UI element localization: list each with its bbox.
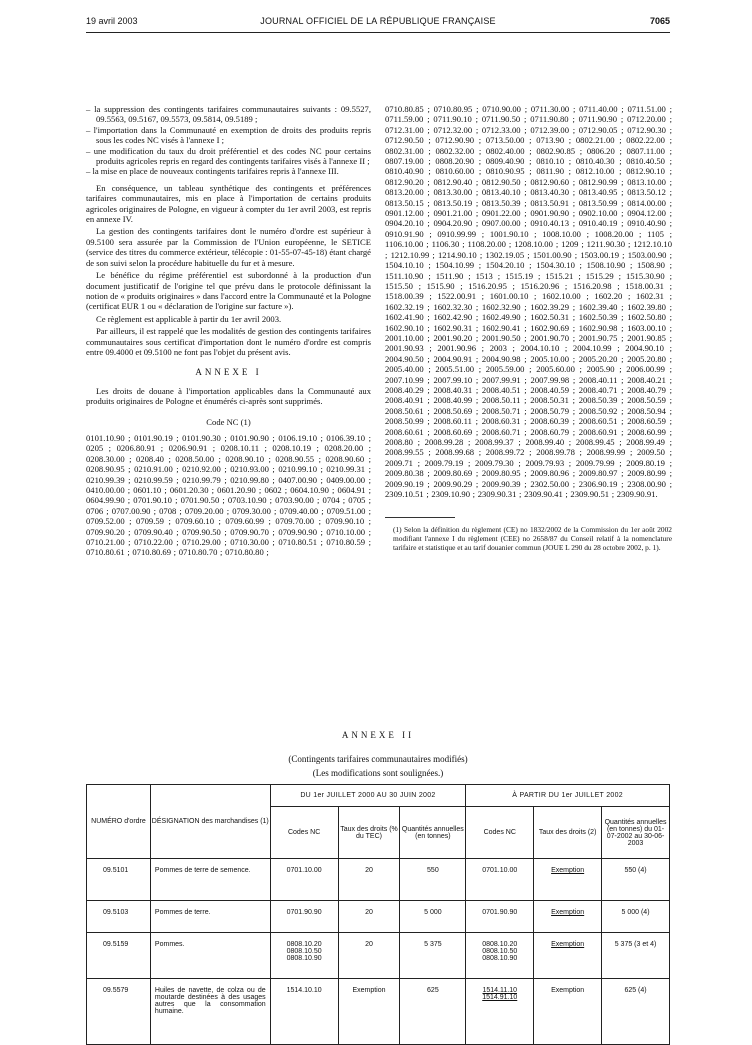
code-list-right: 0710.80.85 ; 0710.80.95 ; 0710.90.00 ; 0711.30.00 ; 0711.40.00 ; 0711.51.00 ; 0711.59.00 ; 0711.90.10 ; 0711.90.50 ; 0711.90.80 ; 0711.90.90 ; 0712.20.00 ; 0712.31.00 ; 0712.32.00 ; 0712.33.00 ; 0712.39.00 ; 0712.90.05 ; 0712.90.30 ; 0712.90.50 ; 0712.90.90 ; 0713.50.00 ; 0713.90 ; 0802.21.00 ; 0802.22.00 ; 0802.31.00 ; 0802.32.00 ; 0802.40.00 ; 0802.90.85 ; 0806.20 ; 0807.11.00 ; 0807.19.00 ; 0808.20.90 ; 0809.40.90 ; 0810.10 ; 0810.40.30 ; 0810.40.50 ; 0810.40.90 ; 0810.60.00 ; 0810.90.95 ; 0811.90 ; 0812.10.00 ; 0812.90.10 ; 0812.90.20 ; 0812.90.40 ; 0812.90.50 ; 0812.90.60 ; 0812.90.99 ; 0813.10.00 ; 0813.20.00 ; 0813.30.00 ; 0813.40.10 ; 0813.40.30 ; 0813.40.95 ; 0813.50.12 ; 0813.50.15 ; 0813.50.19 ; 0813.50.39 ; 0813.50.91 ; 0813.50.99 ; 0814.00.00 ; 0901.12.00 ; 0901.21.00 ; 0901.22.00 ; 0901.90.90 ; 0902.10.00 ; 0904.12.00 ; 0904.20.10 ; 0904.20.90 ; 0907.00.00 ; 0910.40.13 ; 0910.40.19 ; 0910.40.90 ; 0910.91.90 ; 0910.99.99 ; 1001.90.10 ; 1008.10.00 ; 1008.20.00 ; 1105 ; 1106.10.00 ; 1106.30 ; 1108.20.00 ; 1208.10.00 ; 1209 ; 1211.90.30 ; 1212.10.10 ; 1212.10.99 ; 1214.90.10 ; 1302.19.05 ; 1501.00.90 ; 1503.00.19 ; 1503.00.90 ; 1504.10.10 ; 1504.10.99 ; 1504.20.10 ; 1504.30.10 ; 1508.10.90 ; 1508.90 ; 1511.10.90 ; 1511.90 ; 1513 ; 1515.19 ; 1515.21 ; 1515.29 ; 1515.30.90 ; 1515.50 ; 1515.90 ; 1516.20.95 ; 1516.20.96 ; 1516.20.98 ; 1518.00.31 ; 1518.00.39 ; 1522.00.91 ; 1601.00.10 ; 1602.10.00 ; 1602.20 ; 1602.31 ; 1602.32.19 ; 1602.32.30 ; 1602.32.90 ; 1602.39.29 ; 1602.39.40 ; 1602.39.80 ; 1602.41.90 ; 1602.42.90 ; 1602.49.90 ; 1602.50.31 ; 1602.50.39 ; 1602.50.80 ; 1602.90.10 ; 1602.90.31 ; 1602.90.41 ; 1602.90.69 ; 1602.90.98 ; 1603.00.10 ; 2001.10.00 ; 2001.90.20 ; 2001.90.50 ; 2001.90.70 ; 2001.90.75 ; 2001.90.85 ; 2001.90.93 ; 2001.90.96 ; 2003 ; 2004.10.10 ; 2004.10.99 ; 2004.90.10 ; 2004.90.50 ; 2004.90.91 ; 2004.90.98 ; 2005.10.00 ; 2005.20.20 ; 2005.20.80 ; 2005.40.00 ; 2005.51.00 ; 2005.59.00 ; 2005.60.00 ; 2005.90 ; 2006.00.99 ; 2007.10.99 ; 2007.99.10 ; 2007.99.91 ; 2007.99.98 ; 2008.40.11 ; 2008.40.21 ; 2008.40.29 ; 2008.40.31 ; 2008.40.51 ; 2008.40.59 ; 2008.40.71 ; 2008.40.79 ; 2008.40.91 ; 2008.40.99 ; 2008.50.11 ; 2008.50.31 ; 2008.50.39 ; 2008.50.59 ; 2008.50.61 ; 2008.50.69 ; 2008.50.71 ; 2008.50.79 ; 2008.50.92 ; 2008.50.94 ; 2008.50.99 ; 2008.60.11 ; 2008.60.31 ; 2008.60.39 ; 2008.60.51 ; 2008.60.59 ; 2008.60.61 ; 2008.60.69 ; 2008.60.71 ; 2008.60.79 ; 2008.60.91 ; 2008.60.99 ; 2008.80 ; 2008.99.28 ; 2008.99.37 ; 2008.99.40 ; 2008.99.45 ; 2008.99.49 ; 2008.99.55 ; 2008.99.68 ; 2008.99.72 ; 2008.99.78 ; 2008.99.99 ; 2009.50 ; 2009.71 ; 2009.79.19 ; 2009.79.30 ; 2009.79.93 ; 2009.79.99 ; 2009.80.19 ; 2009.80.38 ; 2009.80.69 ; 2009.80.95 ; 2009.80.96 ; 2009.80.97 ; 2009.80.99 ; 2009.90.19 ; 2009.90.29 ; 2009.90.39 ; 2302.50.00 ; 2306.90.19 ; 2308.00.90 ; 2309.10.51 ; 2309.10.90 ; 2309.90.31 ; 2309.90.41 ; 2309.90.51 ; 2309.90.91. [385, 104, 672, 500]
paragraph: En conséquence, un tableau synthétique des contingents et préférences tarifaires communautaires, mis en place à l'importation de certains produits agricoles originaires de Pologne, en vigueur à compter du 1er avril 2003, est repris en annexe IV. [86, 182, 371, 225]
footnote-rule [385, 517, 455, 518]
annex1-title: ANNEXE I [195, 367, 262, 378]
paragraph: Par ailleurs, il est rappelé que les modalités de gestion des contingents tarifaires communautaires sous certificat d'importation dont le numéro d'ordre est compris entre 09.4000 et 09.5100 ne font pas l'objet du présent avis. [86, 326, 371, 357]
group-header-new: À PARTIR DU 1er JUILLET 2002 [466, 785, 670, 807]
col-header-old-codes: Codes NC [270, 807, 338, 859]
cell-old-codes: 0701.90.90 [270, 901, 338, 933]
bullet-item: – l'importation dans la Communauté en exemption de droits des produits repris sous les codes NC visés à l'annexe I ; [86, 124, 371, 146]
cell-designation: Pommes de terre. [150, 901, 270, 933]
footnote: (1) Selon la définition du règlement (CE) no 1832/2002 de la Commission du 1er août 2002 modifiant l'annexe I du règlement (CEE) no 2658/87 du Conseil relatif à la nomenclature tarifaire et statistique et au tarif douanier commun (JOUE L 290 du 28 octobre 2002, p. 1). [393, 525, 672, 553]
header-title: JOURNAL OFFICIEL DE LA RÉPUBLIQUE FRANÇAISE [260, 16, 496, 26]
paragraph: La gestion des contingents tarifaires dont le numéro d'ordre est supérieur à 09.5100 sera assurée par la Commission de l'Union européenne, le SETICE (service des titres du commerce extérieur, télécopie : 01-55-07-45-18) étant chargé de son suivi selon la procédure habituelle du fur et à mesure. [86, 226, 371, 268]
code-list-left: 0101.10.90 ; 0101.90.19 ; 0101.90.30 ; 0101.90.90 ; 0106.19.10 ; 0106.39.10 ; 0205 ; 0206.80.91 ; 0206.90.91 ; 0208.10.11 ; 0208.10.19 ; 0208.20.00 ; 0208.30.00 ; 0208.40 ; 0208.50.00 ; 0208.90.10 ; 0208.90.55 ; 0208.90.60 ; 0208.90.95 ; 0210.91.00 ; 0210.92.00 ; 0210.93.00 ; 0210.99.10 ; 0210.99.31 ; 0210.99.39 ; 0210.99.59 ; 0210.99.79 ; 0210.99.80 ; 0407.00.90 ; 0409.00.00 ; 0410.00.00 ; 0601.10 ; 0601.20.30 ; 0601.20.90 ; 0602 ; 0604.10.90 ; 0604.91 ; 0604.99.90 ; 0701.90.10 ; 0701.90.50 ; 0703.10.90 ; 0703.90.00 ; 0704 ; 0705 ; 0706 ; 0707.00.90 ; 0708 ; 0709.20.00 ; 0709.30.00 ; 0709.40.00 ; 0709.51.00 ; 0709.52.00 ; 0709.59 ; 0709.60.10 ; 0709.60.99 ; 0709.70.00 ; 0709.90.10 ; 0709.90.20 ; 0709.90.40 ; 0709.90.50 ; 0709.90.70 ; 0709.90.90 ; 0710.10.00 ; 0710.21.00 ; 0710.22.00 ; 0710.29.00 ; 0710.30.00 ; 0710.80.51 ; 0710.80.59 ; 0710.80.61 ; 0710.80.69 ; 0710.80.70 ; 0710.80.80 ; [86, 432, 371, 558]
cell-old-qty: 625 [400, 979, 466, 1045]
right-column [385, 104, 672, 553]
cell-new-rate: Exemption [534, 859, 602, 901]
cell-new-codes: 0808.10.20 0808.10.50 0808.10.90 [466, 933, 534, 979]
paragraph: Ce règlement est applicable à partir du 1er avril 2003. [96, 313, 282, 324]
header-date: 19 avril 2003 [86, 16, 138, 26]
cell-designation: Pommes de terre de semence. [150, 859, 270, 901]
cell-new-codes: 0701.10.00 [466, 859, 534, 901]
cell-old-codes: 1514.10.10 [270, 979, 338, 1045]
annex2-title: ANNEXE II [341, 730, 415, 740]
annex2-note: (Les modifications sont soulignées.) [312, 768, 444, 778]
cell-numero: 09.5159 [87, 933, 151, 979]
cell-numero: 09.5579 [87, 979, 151, 1045]
page-header [86, 16, 670, 30]
cell-new-codes: 1514.11.10 1514.91.10 [466, 979, 534, 1045]
col-header-old-rate: Taux des droits (% du TEC) [338, 807, 400, 859]
cell-old-rate: 20 [338, 933, 400, 979]
bullet-item: – la mise en place de nouveaux contingents tarifaires repris à l'annexe III. [86, 166, 339, 177]
header-page-number: 7065 [649, 16, 670, 26]
table-row [87, 859, 670, 901]
cell-new-qty: 5 000 (4) [602, 901, 670, 933]
col-header-new-qty: Quantités annuelles (en tonnes) du 01-07-2002 au 30-06-2003 [602, 807, 670, 859]
col-header-new-rate: Taux des droits (2) [534, 807, 602, 859]
col-header-designation: DÉSIGNATION des marchandises (1) [150, 785, 270, 859]
cell-new-rate: Exemption [534, 933, 602, 979]
col-header-numero: NUMÉRO d'ordre [87, 785, 151, 859]
cell-old-rate: 20 [338, 901, 400, 933]
cell-numero: 09.5101 [87, 859, 151, 901]
annex2-header [86, 730, 670, 778]
cell-new-qty: 625 (4) [602, 979, 670, 1045]
cell-new-qty: 550 (4) [602, 859, 670, 901]
table-row [87, 979, 670, 1045]
left-column [86, 104, 371, 558]
cell-new-qty: 5 375 (3 et 4) [602, 933, 670, 979]
cell-old-qty: 550 [400, 859, 466, 901]
group-header-old: DU 1er JUILLET 2000 AU 30 JUIN 2002 [270, 785, 466, 807]
cell-old-qty: 5 375 [400, 933, 466, 979]
header-rule [86, 32, 670, 33]
cell-old-codes: 0808.10.20 0808.10.50 0808.10.90 [270, 933, 338, 979]
cell-new-codes: 0701.90.90 [466, 901, 534, 933]
annex2-table [86, 784, 670, 1045]
cell-old-codes: 0701.10.00 [270, 859, 338, 901]
annex1-intro: Les droits de douane à l'importation applicables dans la Communauté aux produits originaires de Pologne et énumérés ci-après sont supprimés. [86, 385, 371, 407]
cell-designation: Huiles de navette, de colza ou de moutarde destinées à des usages autres que la consommation humaine. [150, 979, 270, 1045]
bullet-item: – une modification du taux du droit préférentiel et des codes NC pour certains produits agricoles repris en regard des contingents tarifaires visés à l'annexe II ; [86, 145, 371, 167]
col-header-new-codes: Codes NC [466, 807, 534, 859]
cell-new-rate: Exemption [534, 901, 602, 933]
cell-old-qty: 5 000 [400, 901, 466, 933]
cell-designation: Pommes. [150, 933, 270, 979]
table-row [87, 933, 670, 979]
paragraph: Le bénéfice du régime préférentiel est subordonné à la production d'un document justificatif de l'origine tel que prévu dans le protocole définissant la notion de « produits originaires » dans l'accord entre la Communauté et la Pologne (certificat EUR 1 ou « déclaration de l'origine sur facture »). [86, 270, 371, 312]
code-nc-title: Code NC (1) [206, 416, 251, 427]
annex2-subtitle: (Contingents tarifaires communautaires modifiés) [288, 754, 468, 764]
col-header-old-qty: Quantités annuelles (en tonnes) [400, 807, 466, 859]
cell-numero: 09.5103 [87, 901, 151, 933]
bullet-item: – la suppression des contingents tarifaires communautaires suivants : 09.5527, 09.5563, 09.5167, 09.5573, 09.5814, 09.5189 ; [86, 104, 371, 125]
cell-old-rate: 20 [338, 859, 400, 901]
table-row [87, 901, 670, 933]
cell-new-rate: Exemption [534, 979, 602, 1045]
cell-old-rate: Exemption [338, 979, 400, 1045]
